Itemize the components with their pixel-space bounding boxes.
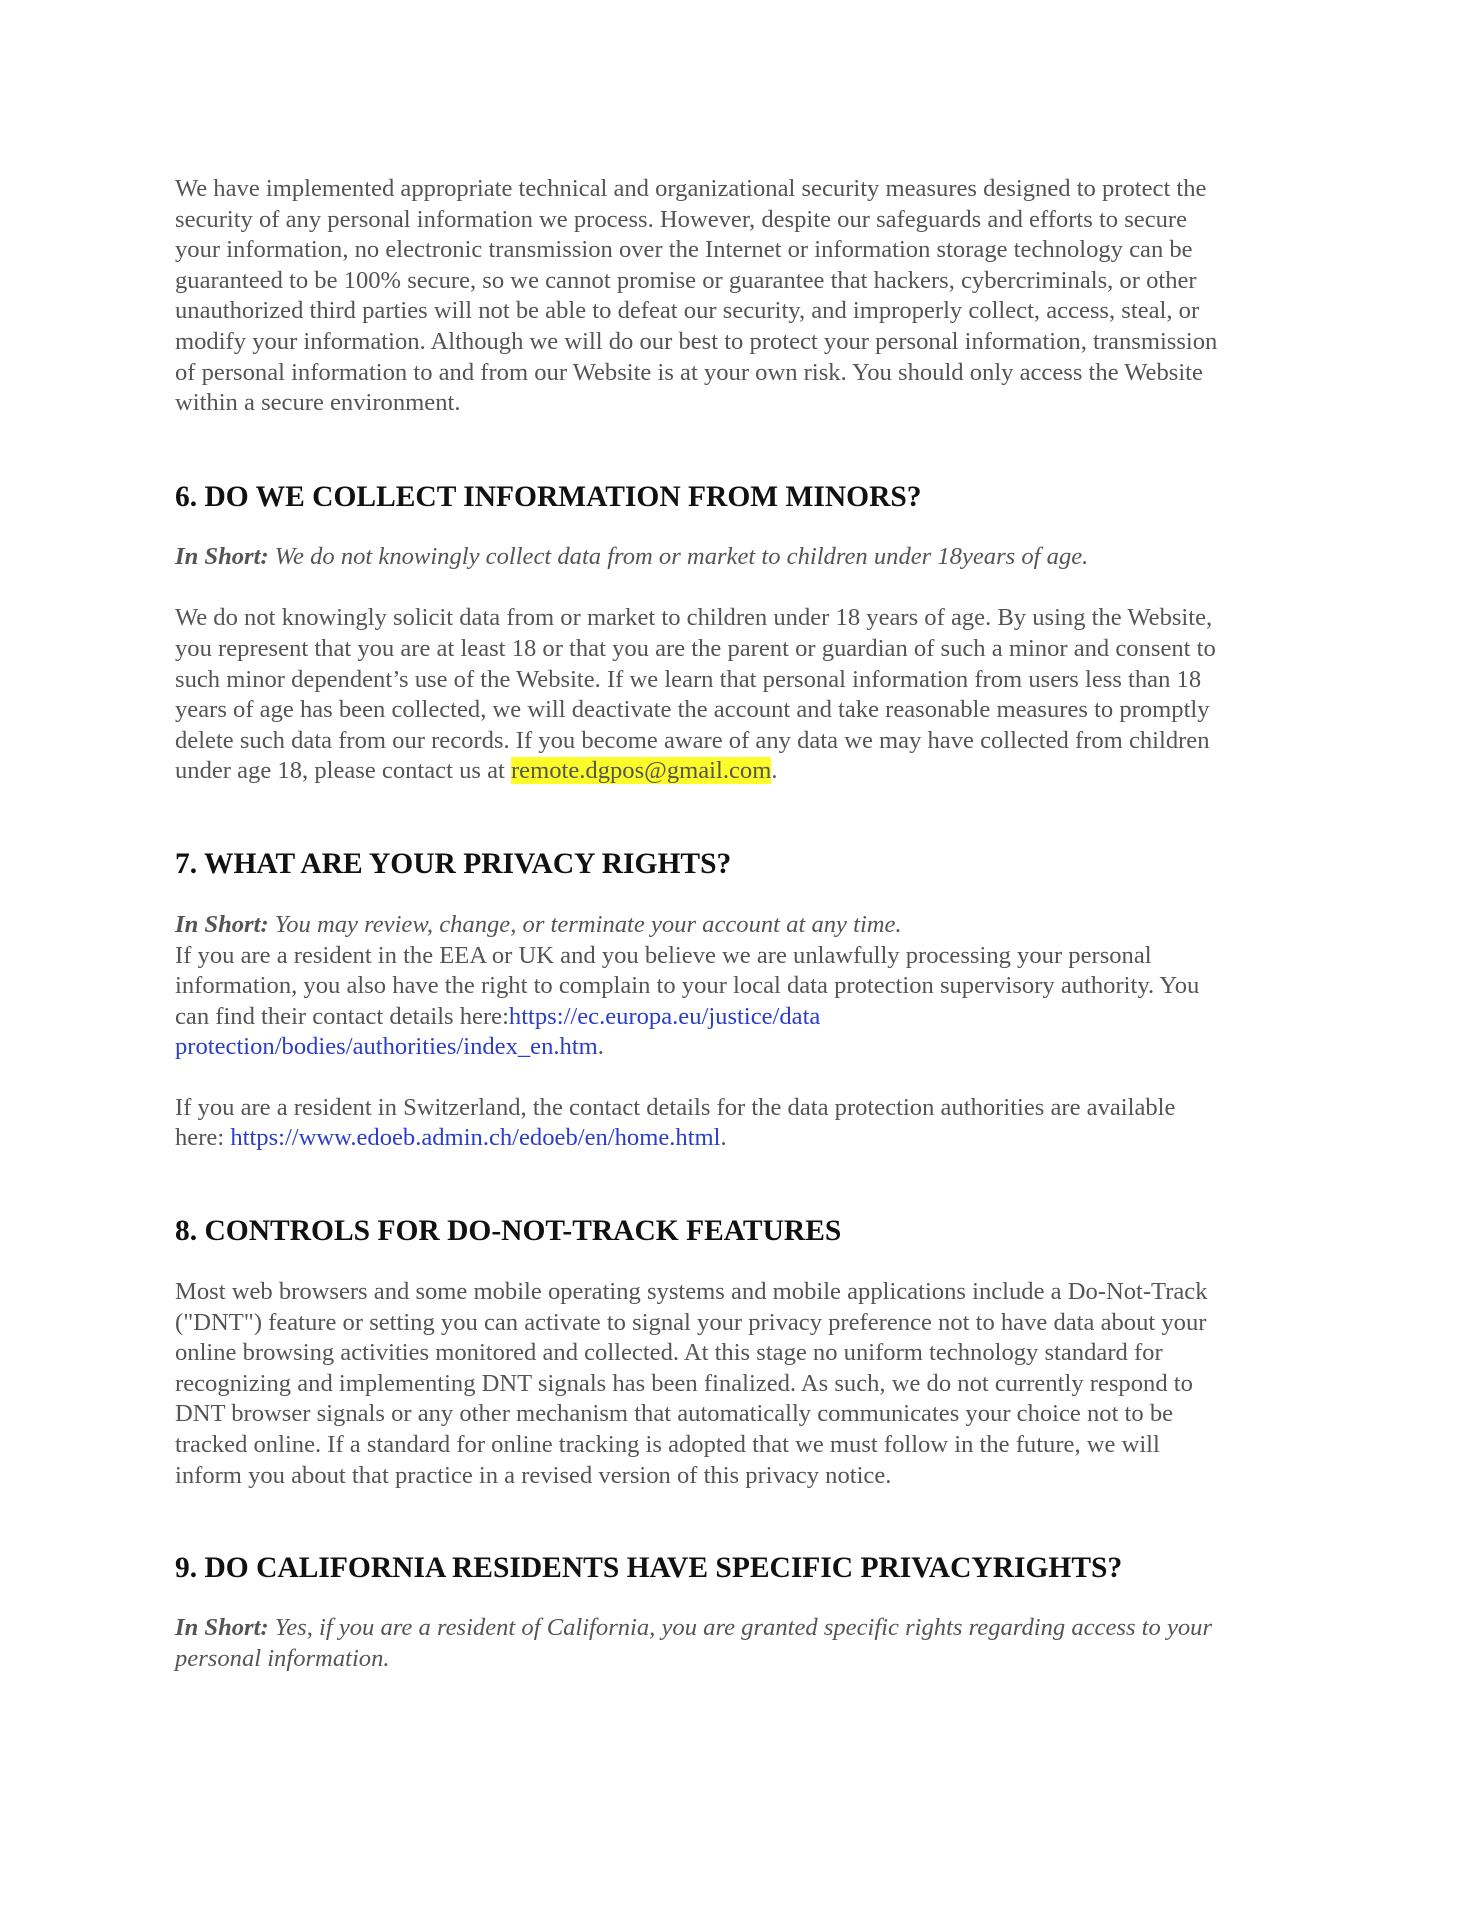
in-short-label: In Short: [175, 542, 269, 570]
text-line: We have implemented appropriate technical and organizational security measures designed to protect the [175, 175, 1207, 202]
eu-authorities-link[interactable]: https://ec.europa.eu/justice/data [508, 1002, 821, 1030]
document-page [175, 174, 1320, 1674]
minors-paragraph [175, 603, 1320, 787]
eu-authorities-link-continued[interactable]: protection/bodies/authorities/index_en.htm [175, 1033, 598, 1061]
text-line: within a secure environment. [175, 389, 461, 417]
text-line: modify your information. Although we will do our best to protect your personal information, transmission [175, 327, 1218, 355]
text-line: inform you about that practice in a revised version of this privacy notice. [175, 1461, 892, 1489]
section-7-heading: 7. WHAT ARE YOUR PRIVACY RIGHTS? [175, 847, 732, 880]
contact-suffix: . [771, 757, 778, 785]
privacy-rights-paragraph [175, 941, 1320, 1063]
section-6-in-short [175, 542, 1320, 573]
text-line [175, 1123, 1320, 1154]
text-line: your information, no electronic transmission over the Internet or information storage technology can be [175, 236, 1193, 264]
text-line [175, 1032, 1320, 1063]
section-7-in-short [175, 910, 1320, 941]
contact-prefix: under age 18, please contact us at [175, 757, 511, 785]
text-line [175, 1002, 1320, 1033]
switzerland-paragraph [175, 1093, 1320, 1154]
text-line: security of any personal information we process. However, despite our safeguards and efforts to secure [175, 205, 1188, 233]
section-8-heading: 8. CONTROLS FOR DO-NOT-TRACK FEATURES [175, 1215, 842, 1248]
text-line: Most web browsers and some mobile operating systems and mobile applications include a Do-Not-Track [175, 1278, 1208, 1306]
here-prefix: here: [175, 1124, 231, 1152]
in-short-text: Yes, if you are a resident of California, you are granted specific rights regarding access to your [268, 1614, 1213, 1642]
text-line: online browsing activities monitored and collected. At this stage no uniform technology standard for [175, 1339, 1163, 1367]
text-line: If you are a resident in Switzerland, the contact details for the data protection authorities are available [175, 1093, 1176, 1121]
section-6-heading: 6. DO WE COLLECT INFORMATION FROM MINORS? [175, 480, 922, 513]
section-9-heading: 9. DO CALIFORNIA RESIDENTS HAVE SPECIFIC PRIVACYRIGHTS? [175, 1552, 1123, 1585]
text-line [175, 756, 1320, 787]
text-line: We do not knowingly solicit data from or market to children under 18 years of age. By using the Website, [175, 604, 1213, 632]
text-line [175, 1613, 1320, 1644]
in-short-text: We do not knowingly collect data from or market to children under 18years of age. [268, 542, 1089, 570]
text-line: tracked online. If a standard for online tracking is adopted that we must follow in the future, we will [175, 1431, 1160, 1459]
text-line: such minor dependent’s use of the Website. If we learn that personal information from users less than 18 [175, 665, 1202, 693]
text-line: ("DNT") feature or setting you can activate to signal your privacy preference not to have data about your [175, 1308, 1207, 1336]
link-suffix: . [720, 1124, 727, 1152]
text-line: personal information. [175, 1644, 390, 1672]
in-short-text: You may review, change, or terminate your account at any time. [268, 910, 902, 938]
text-line: information, you also have the right to complain to your local data protection supervisory authority. You [175, 972, 1200, 1000]
contact-details-prefix: can find their contact details here: [175, 1002, 509, 1030]
text-line: guaranteed to be 100% secure, so we cannot promise or guarantee that hackers, cybercriminals, or other [175, 266, 1197, 294]
text-line: DNT browser signals or any other mechanism that automatically communicates your choice not to be [175, 1400, 1174, 1428]
link-suffix: . [597, 1033, 604, 1061]
security-paragraph [175, 174, 1320, 419]
section-9-in-short [175, 1613, 1320, 1674]
text-line: of personal information to and from our Website is at your own risk. You should only access the Website [175, 358, 1203, 386]
text-line: years of age has been collected, we will deactivate the account and take reasonable measures to promptly [175, 696, 1210, 724]
text-line: recognizing and implementing DNT signals has been finalized. As such, we do not currently respond to [175, 1369, 1193, 1397]
dnt-paragraph [175, 1277, 1320, 1491]
edoeb-link[interactable]: https://www.edoeb.admin.ch/edoeb/en/home.html [230, 1124, 721, 1152]
in-short-label: In Short: [175, 910, 269, 938]
text-line: you represent that you are at least 18 or that you are the parent or guardian of such a minor and consent to [175, 634, 1216, 662]
text-line: unauthorized third parties will not be able to defeat our security, and improperly collect, access, steal, or [175, 297, 1200, 325]
text-line: If you are a resident in the EEA or UK and you believe we are unlawfully processing your personal [175, 941, 1152, 969]
in-short-label: In Short: [175, 1614, 269, 1642]
contact-email-link[interactable]: remote.dgpos@gmail.com [510, 757, 772, 785]
text-line: delete such data from our records. If you become aware of any data we may have collected from children [175, 726, 1210, 754]
